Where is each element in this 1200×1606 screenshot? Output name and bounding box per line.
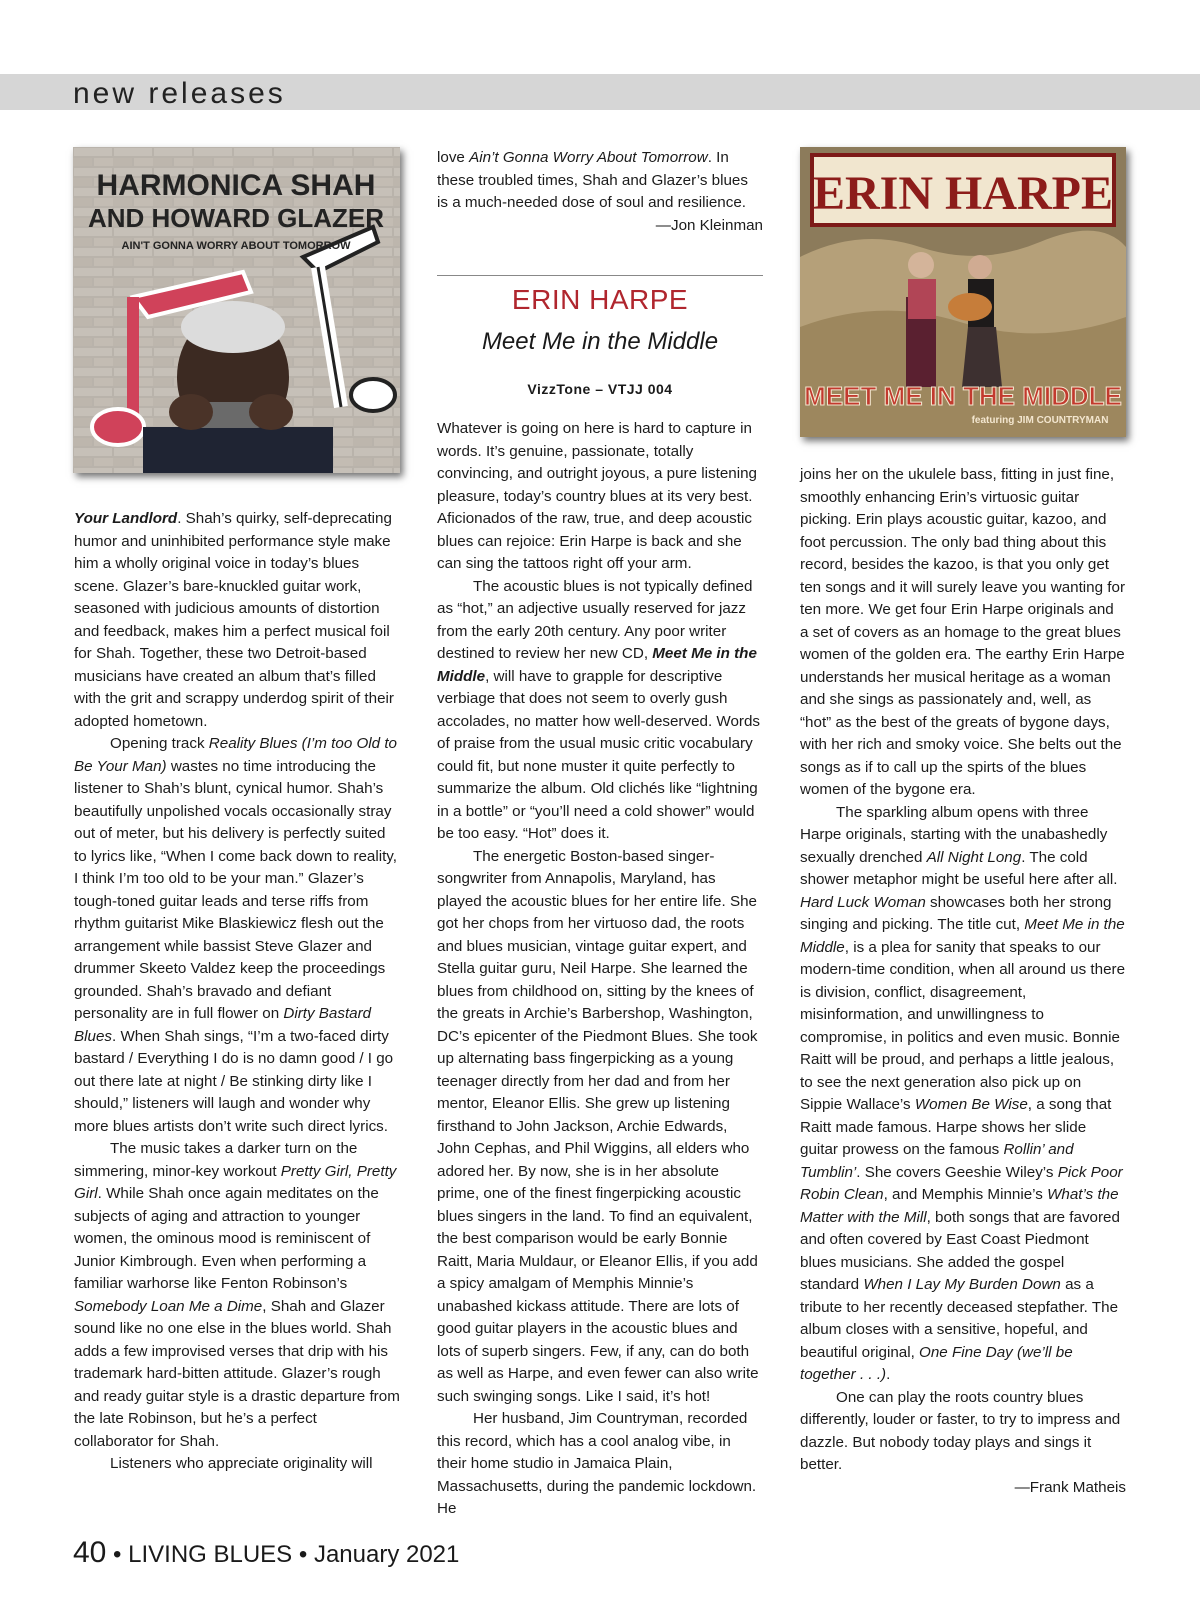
song-title: Dirty Bastard Blues xyxy=(74,1005,372,1045)
cover2-artist-text: ERIN HARPE xyxy=(812,167,1114,220)
review-divider xyxy=(437,275,763,276)
paragraph-text: wastes no time introducing the listener to Shah’s blunt, cynical humor. Shah’s beautifully unpolished vocals occasionally stray out of meter, but his delivery is perfectly suited to lyrics like, “When I come back down to reality, I think I’m too old to be your man.” Glazer’s tough-toned guitar leads and terse riffs from rhythm guitarist Mike Blaskiewicz flesh out the arrangement while bassist Steve Glazer and drummer Skeeto Valdez keep the proceedings grounded. Shah’s bravado and defiant personality are in full flower on xyxy=(74,757,397,1022)
song-title: Somebody Loan Me a Dime xyxy=(74,1297,263,1315)
paragraph-text: as a tribute to her recently deceased stepfather. The album closes with a sensitive, hopeful, and beautiful original, xyxy=(800,1276,1119,1361)
review1-paragraph-4: Listeners who appreciate originality will xyxy=(110,1455,373,1472)
cover2-featuring-text: featuring JIM COUNTRYMAN xyxy=(971,415,1109,426)
paragraph-text: The acoustic blues is not typically defined as “hot,” an adjective usually reserved for jazz from the early 20th century. Any poor writer destined to review her new CD, xyxy=(437,577,753,662)
magazine-name: LIVING BLUES xyxy=(128,1541,293,1568)
paragraph-text: The music takes a darker turn on the simmering, minor-key workout xyxy=(74,1140,358,1180)
footer-separator: • xyxy=(113,1541,122,1568)
issue-date: January 2021 xyxy=(313,1541,460,1568)
review2-paragraph-6 xyxy=(800,802,1126,1387)
song-title: When I Lay My Burden Down xyxy=(863,1276,1061,1293)
album-title: Ain’t Gonna Worry About Tomorrow xyxy=(469,149,708,166)
review2-column2 xyxy=(437,418,763,1521)
review1-column2 xyxy=(437,147,763,237)
song-title: All Night Long xyxy=(926,848,1022,866)
cover1-artist-line2: AND HOWARD GLAZER xyxy=(87,203,385,233)
paragraph-text: , is a plea for sanity that speaks to our modern-time condition, when all around us there is division, conflict, disagreement, misinformation, and unwillingness to compromise, in politics and even music. Bonnie Raitt will be proud, and perhaps a little jealous, to see the next generation also pick up on Sippie Wallace’s xyxy=(800,938,1126,1113)
cover2-album-text: MEET ME IN THE MIDDLE xyxy=(804,381,1122,411)
song-title: Pick Poor Robin Clean xyxy=(800,1163,1123,1203)
paragraph-text: , and Memphis Minnie’s xyxy=(883,1186,1048,1203)
album-cover-harmonica-shah xyxy=(73,147,400,473)
review2-paragraph-1: Whatever is going on here is hard to capture in words. It’s genuine, passionate, totally convincing, and outright joyous, a pure listening pleasure, today’s country blues at its very best. Aficionados of the raw, true, and deep acoustic blues can rejoice: Erin Harpe is back and she can sing the tattoos right off your arm. xyxy=(437,420,757,572)
review1-paragraph-3 xyxy=(74,1138,400,1453)
page-footer xyxy=(73,1536,459,1570)
paragraph-text: . While Shah once again meditates on the subjects of aging and attraction to younger women, the ominous mood is reminiscent of Junior Kimbrough. Even when performing a familiar warhorse like Fenton Robinson’s xyxy=(74,1185,379,1292)
cover1-album-line: AIN'T GONNA WORRY ABOUT TOMORROW xyxy=(121,240,351,252)
song-title: Your Landlord xyxy=(74,510,178,527)
paragraph-text: . When Shah sings, “I’m a two-faced dirty bastard / Everything I do is no damn good / I go out there late at night / Be stinking dirty like I should,” listeners will laugh and wonder why more blues artists don’t write such direct lyrics. xyxy=(74,1027,394,1135)
section-title: new releases xyxy=(73,77,286,110)
song-title: Hard Luck Woman xyxy=(800,893,926,911)
paragraph-text: , will have to grapple for descriptive verbiage that does not seem to overly gush accolades, no matter how well-deserved. Words of praise from the usual music critic vocabulary could fit, but none muster it quite perfectly to summarize the album. Old clichés like “lightning in a bottle” or “you’ll need a cold shower” would be too easy. “Hot” does it. xyxy=(437,667,761,842)
song-title: Meet Me in the Middle xyxy=(800,916,1125,956)
review1-paragraph-2 xyxy=(74,733,400,1138)
footer-separator: • xyxy=(298,1541,308,1568)
song-title: Pretty Girl, Pretty Girl xyxy=(74,1162,397,1202)
review1-paragraph-1 xyxy=(74,508,400,733)
song-title: Rollin’ and Tumblin’ xyxy=(800,1141,1074,1181)
paragraph-text: . In these troubled times, Shah and Glazer’s blues is a much-needed dose of soul and resilience. xyxy=(437,149,748,211)
album-title: Meet Me in the Middle xyxy=(437,645,757,685)
paragraph-text: . xyxy=(886,1366,891,1383)
review1-signature: —Jon Kleinman xyxy=(655,216,763,234)
page-number: 40 xyxy=(73,1536,107,1569)
album-cover-erin-harpe xyxy=(800,147,1126,437)
album-cover-art xyxy=(73,147,400,473)
review2-artist-heading: ERIN HARPE xyxy=(511,284,689,315)
paragraph-text: . The cold shower metaphor might be useful here after all. xyxy=(800,848,1118,888)
paragraph-text: , a song that Raitt made famous. Harpe shows her slide guitar prowess on the famous xyxy=(800,1096,1112,1158)
song-title: One Fine Day (we’ll be together . . .) xyxy=(800,1343,1073,1383)
section-header-bar xyxy=(0,74,1200,110)
paragraph-text: , Shah and Glazer sound like no one else in the blues world. Shah adds a few improvised verses that drip with his trademark hard-bitten attitude. Glazer’s rough and ready guitar style is a drastic departure from the late Robinson, but he’s a perfect collaborator for Shah. xyxy=(74,1297,400,1450)
paragraph-text: love xyxy=(437,149,470,166)
review2-column3 xyxy=(800,464,1126,1499)
review1-column1 xyxy=(74,508,400,1476)
album-cover-art xyxy=(800,147,1126,437)
paragraph-text: showcases both her strong singing and picking. The title cut, xyxy=(800,893,1112,933)
review2-paragraph-5: joins her on the ukulele bass, fitting in just fine, smoothly enhancing Erin’s virtuosic guitar picking. Erin plays acoustic guitar, kazoo, and foot percussion. The only bad thing about this record, besides the kazoo, is that you only get ten songs and it will surely leave you wanting for ten more. We get four Erin Harpe originals and a set of covers as an homage to the great blues women of the golden era. The earthy Erin Harpe understands her musical heritage as a woman and she sings as passionately and, well, as “hot” as the best of the greats of bygone days, with her rich and smoky voice. She belts out the songs as if to call up the spirts of the blues women of the bygone era. xyxy=(800,466,1126,798)
review1-paragraph-5 xyxy=(437,147,763,215)
song-title: What’s the Matter with the Mill xyxy=(800,1186,1119,1226)
review2-paragraph-3: The energetic Boston-based singer-songwriter from Annapolis, Maryland, has played the acoustic blues for her entire life. She got her chops from her virtuoso dad, the roots and blues musician, vintage guitar expert, and Stella guitar guru, Neil Harpe. She learned the blues from childhood on, sitting by the knees of the greats in Archie’s Barbershop, Washington, DC’s epicenter of the Piedmont Blues. She took up alternating bass fingerpicking as a young teenager directly from her dad and from her mentor, Eleanor Ellis. She grew up listening firsthand to John Jackson, Archie Edwards, John Cephas, and Phil Wiggins, all elders who adored her. By now, she is in her absolute prime, one of the finest fingerpicking acoustic blues singers in the land. To find an equivalent, the best comparison would be early Bonnie Raitt, Maria Muldaur, or Eleanor Ellis, if you add a spicy amalgam of Memphis Minnie’s unabashed kickass attitude. There are lots of good guitar players in the acoustic blues and lots of superb singers. Few, if any, can do both as well as Harpe, and even fewer can also write such swinging songs. Like I said, it’s hot! xyxy=(437,847,759,1405)
review2-label-catalog: VizzTone – VTJJ 004 xyxy=(527,381,673,397)
review2-signature: —Frank Matheis xyxy=(1014,1478,1126,1496)
paragraph-text: , both songs that are favored and often covered by East Coast Piedmont blues musicians. She added the gospel standard xyxy=(800,1208,1120,1293)
review2-album-title: Meet Me in the Middle xyxy=(481,328,719,355)
paragraph-text: Opening track xyxy=(110,735,209,752)
review2-paragraph-4: Her husband, Jim Countryman, recorded this record, which has a cool analog vibe, in their home studio in Jamaica Plain, Massachusetts, during the pandemic lockdown. He xyxy=(437,1410,757,1517)
paragraph-text: The sparkling album opens with three Harpe originals, starting with the unabashedly sexually drenched xyxy=(800,803,1108,866)
song-title: Reality Blues (I’m too Old to Be Your Man) xyxy=(74,735,398,775)
review2-paragraph-7: One can play the roots country blues differently, louder or faster, to try to impress and dazzle. But nobody today plays and sings it better. xyxy=(800,1388,1121,1473)
cover1-artist-line1: HARMONICA SHAH xyxy=(96,169,376,202)
paragraph-text: . She covers Geeshie Wiley’s xyxy=(856,1163,1058,1181)
paragraph-text: . Shah’s quirky, self-deprecating humor and uninhibited performance style make him a wholly original voice in today’s blues scene. Glazer’s bare-knuckled guitar work, seasoned with judicious amounts of distortion and feedback, makes him a perfect musical foil for Shah. Together, these two Detroit-based musicians have created an album that’s filled with the grit and scrappy underdog spirit of their adopted hometown. xyxy=(74,510,394,730)
review2-paragraph-2 xyxy=(437,576,763,846)
song-title: Women Be Wise xyxy=(914,1096,1028,1113)
